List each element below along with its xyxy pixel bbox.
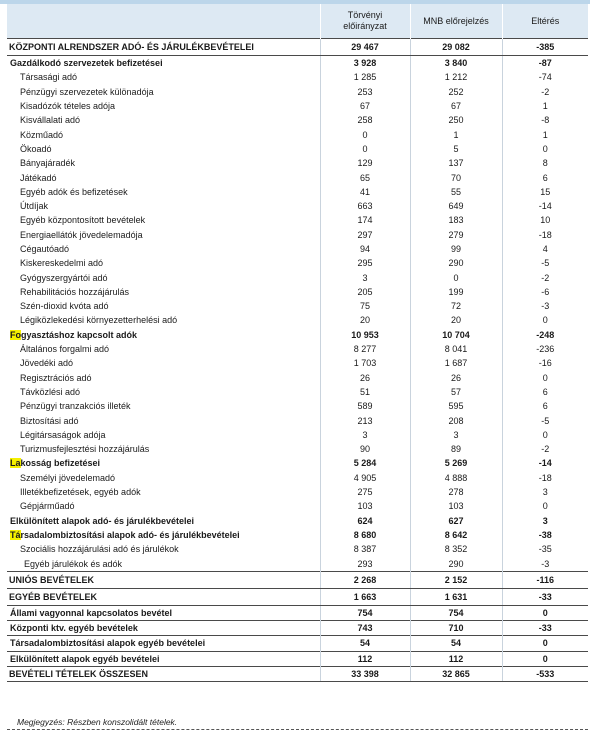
forecast-value: 89 (410, 442, 502, 456)
row-label: Útdíjak (20, 201, 49, 212)
statutory-value: 4 905 (320, 471, 410, 485)
statutory-value: 75 (320, 299, 410, 313)
statutory-value: 29 467 (320, 39, 410, 56)
table-row (7, 514, 588, 528)
table-row (7, 428, 588, 442)
table-row (7, 413, 588, 427)
table-row (7, 185, 588, 199)
row-label: Távközlési adó (20, 386, 81, 397)
forecast-value: 99 (410, 242, 502, 256)
forecast-value: 1 631 (410, 588, 502, 605)
difference-value: 0 (502, 142, 588, 156)
forecast-value: 710 (410, 620, 502, 635)
difference-value: -2 (502, 270, 588, 284)
forecast-value: 67 (410, 99, 502, 113)
table-row (7, 113, 588, 127)
table-row (7, 499, 588, 513)
row-label: Jövedéki adó (20, 358, 74, 369)
table-row (7, 328, 588, 342)
statutory-value: 743 (320, 620, 410, 635)
row-label: Általános forgalmi adó (20, 344, 110, 355)
row-label (7, 328, 320, 342)
row-label: Gazdálkodó szervezetek befizetései (10, 58, 163, 69)
header-forecast: MNB előrejelzés (410, 4, 502, 39)
statutory-value: 10 953 (320, 328, 410, 342)
forecast-value: 279 (410, 228, 502, 242)
revenue-table (7, 4, 588, 682)
row-label: Szociális hozzájárulási adó és járulékok (20, 544, 179, 555)
statutory-value: 2 268 (320, 571, 410, 588)
table-row (7, 556, 588, 571)
forecast-value: 54 (410, 636, 502, 651)
forecast-value: 4 888 (410, 471, 502, 485)
statutory-value: 41 (320, 185, 410, 199)
forecast-value: 627 (410, 514, 502, 528)
row-label-rest: kosság befizetései (20, 458, 101, 469)
row-label: Közműadó (20, 129, 64, 140)
table-row (7, 70, 588, 84)
table-row (7, 99, 588, 113)
row-label: Kiskereskedelmi adó (20, 258, 104, 269)
table-row (7, 170, 588, 184)
forecast-value: 595 (410, 399, 502, 413)
forecast-value: 70 (410, 170, 502, 184)
highlight-mark: Tá (10, 529, 21, 540)
statutory-value: 1 285 (320, 70, 410, 84)
difference-value: 6 (502, 399, 588, 413)
statutory-value: 26 (320, 371, 410, 385)
row-label: Ökoadó (20, 143, 52, 154)
difference-value: -33 (502, 588, 588, 605)
statutory-value: 293 (320, 556, 410, 571)
table-row (7, 471, 588, 485)
forecast-value: 1 212 (410, 70, 502, 84)
forecast-value: 8 352 (410, 542, 502, 556)
statutory-value: 8 387 (320, 542, 410, 556)
difference-value: 0 (502, 636, 588, 651)
table-row (7, 39, 588, 56)
statutory-value: 275 (320, 485, 410, 499)
forecast-value: 250 (410, 113, 502, 127)
row-label: Biztosítási adó (20, 415, 79, 426)
table-row (7, 256, 588, 270)
statutory-value: 5 284 (320, 456, 410, 470)
header-label-column (7, 4, 320, 39)
table-row (7, 636, 588, 651)
table-row (7, 213, 588, 227)
table-row (7, 542, 588, 556)
table-row (7, 620, 588, 635)
statutory-value: 295 (320, 256, 410, 270)
forecast-value: 112 (410, 651, 502, 666)
statutory-value: 51 (320, 385, 410, 399)
table-row (7, 228, 588, 242)
difference-value: -5 (502, 413, 588, 427)
statutory-value: 103 (320, 499, 410, 513)
forecast-value: 8 642 (410, 528, 502, 542)
row-label: Regisztrációs adó (20, 372, 92, 383)
forecast-value: 5 (410, 142, 502, 156)
table-row (7, 270, 588, 284)
forecast-value: 278 (410, 485, 502, 499)
difference-value: 0 (502, 651, 588, 666)
statutory-value: 754 (320, 605, 410, 620)
table-row (7, 371, 588, 385)
table-row (7, 156, 588, 170)
table-body (7, 39, 588, 682)
row-label: Elkülönített alapok adó- és járulékbevételei (10, 515, 195, 526)
difference-value: -6 (502, 285, 588, 299)
header-difference: Eltérés (502, 4, 588, 39)
difference-value: 0 (502, 499, 588, 513)
difference-value: 8 (502, 156, 588, 170)
row-label: Személyi jövedelemadó (20, 472, 116, 483)
forecast-value: 754 (410, 605, 502, 620)
forecast-value: 5 269 (410, 456, 502, 470)
forecast-value: 199 (410, 285, 502, 299)
forecast-value: 1 687 (410, 356, 502, 370)
forecast-value: 103 (410, 499, 502, 513)
table-row (7, 571, 588, 588)
forecast-value: 72 (410, 299, 502, 313)
statutory-value: 0 (320, 127, 410, 141)
table-row (7, 442, 588, 456)
forecast-value: 20 (410, 313, 502, 327)
statutory-value: 174 (320, 213, 410, 227)
forecast-value: 3 840 (410, 56, 502, 71)
difference-value: -3 (502, 299, 588, 313)
table-row (7, 56, 588, 71)
revenue-table-frame (7, 4, 588, 682)
forecast-value: 55 (410, 185, 502, 199)
header-statutory-line2: előirányzat (343, 21, 387, 31)
statutory-value: 253 (320, 85, 410, 99)
table-header-row (7, 4, 588, 39)
row-label (7, 528, 320, 542)
difference-value: -2 (502, 85, 588, 99)
difference-value: -38 (502, 528, 588, 542)
difference-value: 0 (502, 313, 588, 327)
table-row (7, 605, 588, 620)
forecast-value: 183 (410, 213, 502, 227)
difference-value: -18 (502, 471, 588, 485)
row-label: Légitársaságok adója (20, 429, 106, 440)
row-label: Társasági adó (20, 72, 78, 83)
statutory-value: 90 (320, 442, 410, 456)
table-row (7, 356, 588, 370)
table-row (7, 299, 588, 313)
statutory-value: 624 (320, 514, 410, 528)
statutory-value: 8 680 (320, 528, 410, 542)
highlight-mark: Fo (10, 329, 21, 340)
difference-value: 3 (502, 485, 588, 499)
table-row (7, 127, 588, 141)
statutory-value: 205 (320, 285, 410, 299)
difference-value: -16 (502, 356, 588, 370)
statutory-value: 258 (320, 113, 410, 127)
statutory-value: 67 (320, 99, 410, 113)
difference-value: 0 (502, 371, 588, 385)
difference-value: -2 (502, 442, 588, 456)
difference-value: -14 (502, 199, 588, 213)
table-row (7, 313, 588, 327)
row-label (7, 456, 320, 470)
statutory-value: 213 (320, 413, 410, 427)
statutory-value: 8 277 (320, 342, 410, 356)
difference-value: 0 (502, 428, 588, 442)
forecast-value: 0 (410, 270, 502, 284)
row-label: EGYÉB BEVÉTELEK (7, 588, 320, 605)
difference-value: -18 (502, 228, 588, 242)
row-label: Pénzügyi tranzakciós illeték (20, 401, 131, 412)
table-row (7, 85, 588, 99)
forecast-value: 290 (410, 256, 502, 270)
header-statutory-line1: Törvényi (347, 10, 383, 20)
statutory-value: 3 928 (320, 56, 410, 71)
row-label: Légiközlekedési környezetterhelési adó (20, 315, 178, 326)
row-label: Energiaellátók jövedelemadója (20, 229, 143, 240)
table-row (7, 399, 588, 413)
statutory-value: 1 703 (320, 356, 410, 370)
row-label: Turizmusfejlesztési hozzájárulás (20, 444, 150, 455)
difference-value: -236 (502, 342, 588, 356)
table-row (7, 385, 588, 399)
row-label: Bányajáradék (20, 158, 76, 169)
difference-value: -116 (502, 571, 588, 588)
row-label: KÖZPONTI ALRENDSZER ADÓ- ÉS JÁRULÉKBEVÉTELEI (7, 39, 320, 56)
statutory-value: 20 (320, 313, 410, 327)
highlight-mark: La (10, 458, 21, 469)
row-label: Játékadó (20, 172, 57, 183)
difference-value: -5 (502, 256, 588, 270)
table-row (7, 485, 588, 499)
row-label: Állami vagyonnal kapcsolatos bevétel (7, 605, 320, 620)
table-row (7, 142, 588, 156)
difference-value: -14 (502, 456, 588, 470)
row-label: Kisvállalati adó (20, 115, 81, 126)
forecast-value: 26 (410, 371, 502, 385)
forecast-value: 2 152 (410, 571, 502, 588)
difference-value: 15 (502, 185, 588, 199)
statutory-value: 54 (320, 636, 410, 651)
difference-value: -35 (502, 542, 588, 556)
difference-value: -74 (502, 70, 588, 84)
footnote: Megjegyzés: Részben konszolidált tételek. (17, 717, 178, 727)
forecast-value: 32 865 (410, 666, 502, 681)
table-row (7, 456, 588, 470)
forecast-value: 208 (410, 413, 502, 427)
forecast-value: 29 082 (410, 39, 502, 56)
difference-value: -87 (502, 56, 588, 71)
table-row (7, 588, 588, 605)
statutory-value: 297 (320, 228, 410, 242)
difference-value: -248 (502, 328, 588, 342)
statutory-value: 94 (320, 242, 410, 256)
difference-value: 1 (502, 127, 588, 141)
row-label: Gépjárműadó (20, 501, 75, 512)
row-label: Szén-dioxid kvóta adó (20, 301, 109, 312)
forecast-value: 1 (410, 127, 502, 141)
table-row (7, 342, 588, 356)
forecast-value: 8 041 (410, 342, 502, 356)
table-row (7, 528, 588, 542)
difference-value: 6 (502, 170, 588, 184)
row-label: Kisadózók tételes adója (20, 101, 116, 112)
row-label: Egyéb központosított bevételek (20, 215, 146, 226)
row-label: Pénzügyi szervezetek különadója (20, 86, 154, 97)
row-label-rest: rsadalombiztosítási alapok adó- és járulékbevételei (20, 529, 240, 540)
table-row (7, 651, 588, 666)
difference-value: -3 (502, 556, 588, 571)
statutory-value: 112 (320, 651, 410, 666)
row-label: Egyéb adók és befizetések (20, 186, 128, 197)
row-label: Cégautóadó (20, 244, 70, 254)
difference-value: 4 (502, 242, 588, 256)
statutory-value: 3 (320, 270, 410, 284)
forecast-value: 10 704 (410, 328, 502, 342)
row-label: Rehabilitációs hozzájárulás (20, 286, 130, 297)
statutory-value: 65 (320, 170, 410, 184)
difference-value: 1 (502, 99, 588, 113)
statutory-value: 589 (320, 399, 410, 413)
forecast-value: 649 (410, 199, 502, 213)
forecast-value: 252 (410, 85, 502, 99)
table-row (7, 666, 588, 681)
header-statutory (320, 4, 410, 39)
difference-value: 10 (502, 213, 588, 227)
forecast-value: 57 (410, 385, 502, 399)
statutory-value: 0 (320, 142, 410, 156)
difference-value: 0 (502, 605, 588, 620)
difference-value: 3 (502, 514, 588, 528)
row-label: Központi ktv. egyéb bevételek (7, 620, 320, 635)
table-row (7, 285, 588, 299)
statutory-value: 129 (320, 156, 410, 170)
row-label: Társadalombiztosítási alapok egyéb bevételei (7, 636, 320, 651)
statutory-value: 1 663 (320, 588, 410, 605)
forecast-value: 3 (410, 428, 502, 442)
difference-value: 6 (502, 385, 588, 399)
table-row (7, 199, 588, 213)
row-label: Elkülönített alapok egyéb bevételei (7, 651, 320, 666)
row-label: Gyógyszergyártói adó (20, 272, 108, 283)
row-label: UNIÓS BEVÉTELEK (7, 571, 320, 588)
row-label-rest: gyasztáshoz kapcsolt adók (21, 329, 138, 340)
difference-value: -385 (502, 39, 588, 56)
forecast-value: 137 (410, 156, 502, 170)
statutory-value: 33 398 (320, 666, 410, 681)
statutory-value: 3 (320, 428, 410, 442)
table-row (7, 242, 588, 256)
row-label: Illetékbefizetések, egyéb adók (20, 487, 141, 498)
forecast-value: 290 (410, 556, 502, 571)
footnote-divider (7, 729, 588, 730)
difference-value: -8 (502, 113, 588, 127)
row-label: Egyéb járulékok és adók (24, 558, 123, 569)
difference-value: -33 (502, 620, 588, 635)
statutory-value: 663 (320, 199, 410, 213)
difference-value: -533 (502, 666, 588, 681)
row-label: BEVÉTELI TÉTELEK ÖSSZESEN (7, 666, 320, 681)
